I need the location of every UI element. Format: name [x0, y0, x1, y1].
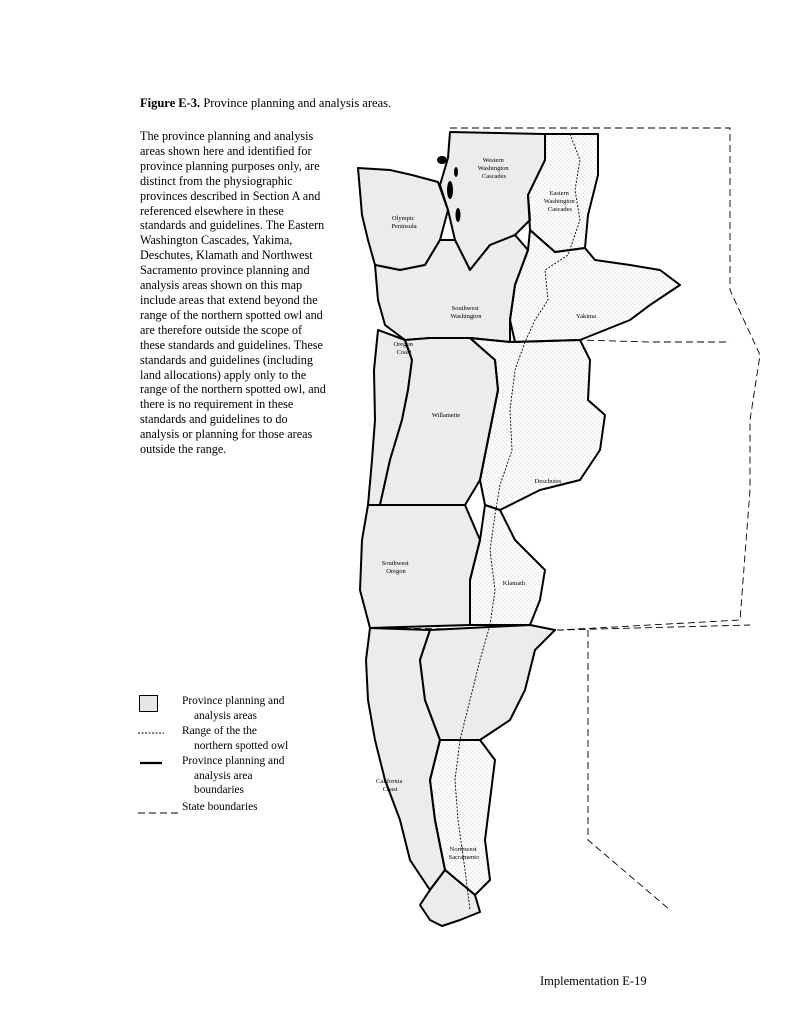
- figure-title: Province planning and analysis areas.: [203, 96, 392, 110]
- label-southwest-oregon: Southwest Oregon: [381, 560, 409, 575]
- region-inland-northern-california: [420, 625, 555, 740]
- label-northwest-sacramento: Northwest Sacramento: [448, 846, 480, 861]
- legend-label-line: northern spotted owl: [194, 739, 289, 752]
- solid-line-icon: [138, 757, 168, 769]
- label-oregon-coast: Oregon Coast: [393, 341, 413, 356]
- region-yakima: [510, 230, 680, 342]
- island-shape: [447, 181, 453, 199]
- region-klamath: [470, 505, 545, 625]
- legend-label-line: analysis area: [194, 769, 253, 782]
- label-yakima: Yakima: [576, 313, 596, 320]
- ca-nv-border: [588, 630, 670, 910]
- figure-description: The province planning and analysis areas shown here and identified for province planning purposes only, are distinct from the physiographic provinces described in Section A and referenced elsewhere in these standards and guidelines. The Eastern Washington Cascades, Yakima, Deschutes, Klamath and Northwest Sacramento province planning and analysis areas shown on this map include areas that extend beyond the range of the northern spotted owl and are therefore outside the scope of these standards and guidelines. These standards and guidelines (including land allocations) apply only to the range of the northern spotted owl, and there is no requirement in these standards and guidelines to do analysis or planning for those areas outside the range.: [140, 129, 326, 457]
- region-southwest-oregon: [360, 505, 480, 628]
- province-map: [330, 120, 770, 950]
- legend-label-line: Province planning and: [182, 695, 285, 707]
- island-shape: [437, 156, 447, 164]
- province-regions: [358, 132, 680, 926]
- legend-label-line: Province planning and: [182, 755, 285, 767]
- legend-label-line: boundaries: [194, 784, 244, 797]
- legend-label: [182, 754, 332, 798]
- figure-number: Figure E-3.: [140, 96, 201, 110]
- dashed-line-icon: [138, 805, 182, 819]
- island-shape: [456, 208, 461, 222]
- dotted-line-icon: [138, 727, 168, 739]
- label-deschutes: Deschutes: [534, 478, 562, 485]
- page-footer: Implementation E-19: [540, 974, 647, 988]
- label-willamette: Willamette: [431, 412, 461, 419]
- figure-caption: [140, 95, 660, 111]
- label-olympic-peninsula: Olympic Peninsula: [391, 215, 417, 230]
- label-california-coast: California Coast: [376, 778, 403, 793]
- label-western-washington-cascades: Western Washington Cascades: [477, 157, 509, 180]
- legend-label-line: analysis areas: [194, 709, 257, 722]
- label-eastern-washington-cascades: Eastern Washington Cascades: [543, 190, 575, 213]
- legend-label-line: State boundaries: [182, 801, 258, 813]
- island-shape: [454, 167, 458, 177]
- legend-label: [182, 724, 332, 753]
- legend-label-line: Range of the the: [182, 725, 257, 737]
- box-symbol-icon: [138, 694, 160, 714]
- label-klamath: Klamath: [502, 580, 526, 587]
- label-southwest-washington: Southwest Washington: [450, 305, 482, 320]
- legend-label: [182, 800, 332, 815]
- legend-label: [182, 694, 332, 723]
